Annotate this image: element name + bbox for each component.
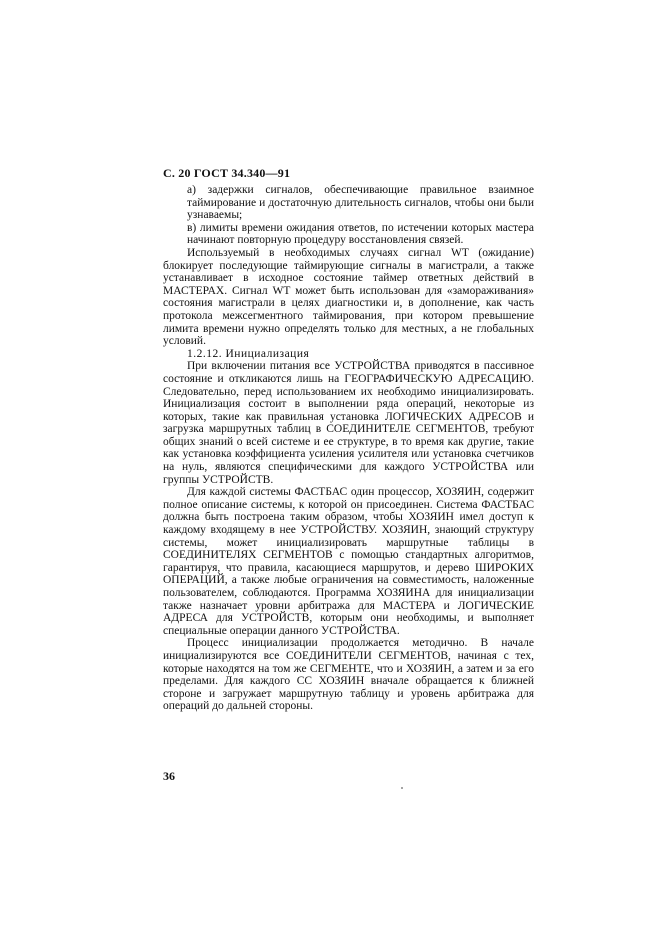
paragraph-init-process: Процесс инициализации продолжается методично. В начале инициализируются все СОЕДИНИТЕЛИ СЕГМЕНТОВ, начиная с тех, которые находятся на том же СЕГМЕНТЕ, что и ХОЗЯИН, а затем и за его пределами. Для каждого СС ХОЗЯИН вначале обращается к ближней стороне и загружает маршрутную таблицу и уровень арбитража для операций до дальней стороны.	[163, 637, 534, 713]
page-header: С. 20 ГОСТ 34.340—91	[163, 166, 291, 180]
paragraph-power-on: При включении питания все УСТРОЙСТВА приводятся в пассивное состояние и откликаются лишь на ГЕОГРАФИЧЕСКУЮ АДРЕСАЦИЮ. Следовательно, перед использованием их необходимо инициализировать. Инициализация состоит в выполнении ряда операций, некоторые из которых, такие как правильная установка ЛОГИЧЕСКИХ АДРЕСОВ и загрузка маршрутных таблиц в СОЕДИНИТЕЛЕ СЕГМЕНТОВ, требуют общих знаний о всей системе и ее структуре, в то время как другие, такие как установка коэффициента усиления усилителя или установка счетчиков на нуль, являются специфическими для каждого УСТРОЙСТВА или группы УСТРОЙСТВ.	[163, 360, 534, 486]
list-item-a: а) задержки сигналов, обеспечивающие правильное взаимное таймирование и достаточную длительность сигналов, чтобы они были узнаваемы;	[187, 184, 534, 222]
section-heading-initialization: 1.2.12. Инициализация	[187, 347, 310, 360]
body-text	[163, 184, 534, 713]
page-number: 36	[163, 769, 175, 783]
list-item-v: в) лимиты времени ожидания ответов, по истечении которых мастера начинают повторную процедуру восстановления связей.	[187, 221, 534, 247]
scan-speck	[401, 787, 403, 789]
paragraph-host: Для каждой системы ФАСТБАС один процессор, ХОЗЯИН, содержит полное описание системы, к которой он присоединен. Система ФАСТБАС должна быть построена таким образом, чтобы ХОЗЯИН имел доступ к каждому входящему в нее УСТРОЙСТВУ. ХОЗЯИН, знающий структуру системы, может инициализировать маршрутные таблицы в СОЕДИНИТЕЛЯХ СЕГМЕНТОВ с помощью стандартных алгоритмов, гарантируя, что правила, касающиеся маршрутов, и дерево ШИРОКИХ ОПЕРАЦИЙ, а также любые ограничения на совместимость, наложенные пользователем, соблюдаются. Программа ХОЗЯИНА для инициализации также назначает уровни арбитража для МАСТЕРА и ЛОГИЧЕСКИЕ АДРЕСА для УСТРОЙСТВ, которым они необходимы, и выполняет специальные операции данного УСТРОЙСТВА.	[163, 486, 534, 637]
paragraph-wt-signal: Используемый в необходимых случаях сигнал WT (ожидание) блокирует последующие таймирующие сигналы в магистрали, а также устанавливает в исходное состояние таймер ответных действий в МАСТЕРАХ. Сигнал WT может быть использован для «замораживания» состояния магистрали в целях диагностики и, в дополнение, как часть протокола межсегментного таймирования, при котором превышение лимита времени нужно определять только для местных, а не глобальных условий.	[163, 246, 534, 348]
